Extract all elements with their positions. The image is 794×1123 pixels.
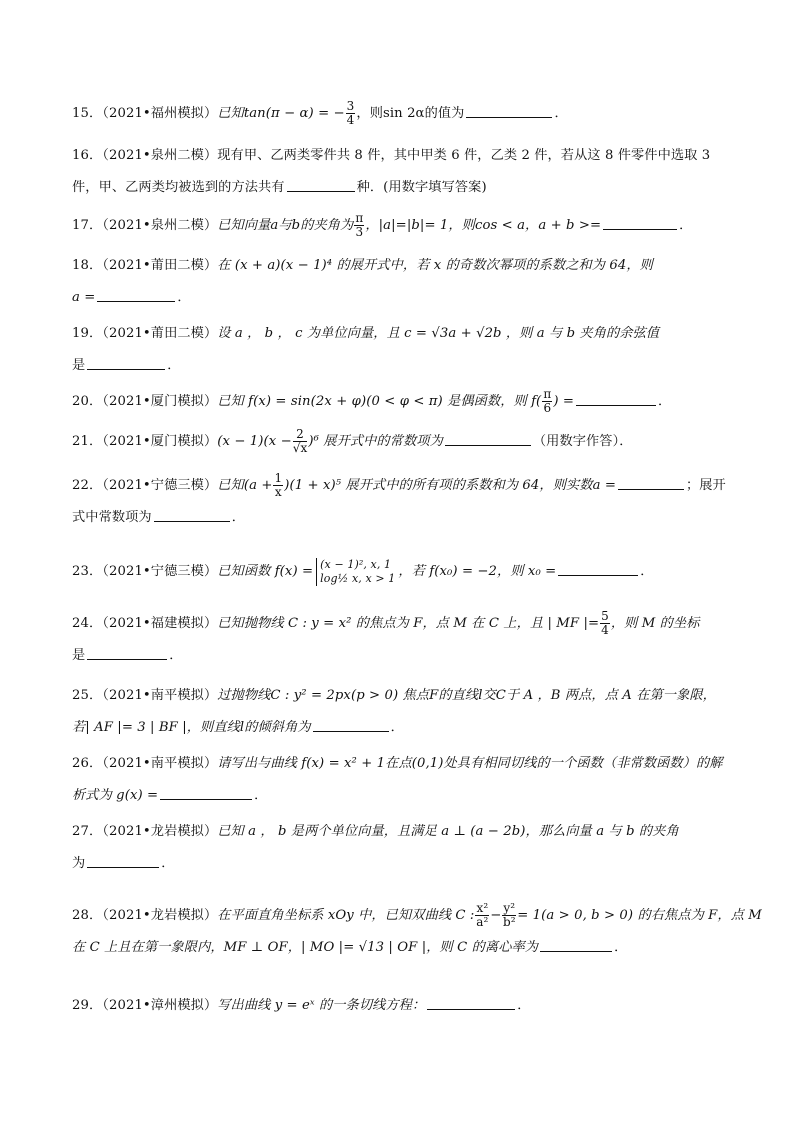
problem-text: (x − 1)(x −	[217, 434, 292, 449]
problem-number: 20．	[72, 394, 103, 409]
problem-20: 20．（2021•厦门模拟）已知 f(x) = sin(2x + φ)(0 < φ < π) 是偶函数，则 f( $\frac{\pi}{6}$ ) = ．	[72, 387, 672, 415]
answer-blank[interactable]	[287, 177, 355, 192]
problem-text: 过抛物线C : y² = 2px(p > 0) 焦点F的直线l交C于 A ，B 两点，点 A 在第一象限，	[217, 688, 716, 703]
answer-blank[interactable]	[445, 431, 531, 446]
problem-25: 25．（2021•南平模拟）过抛物线C : y² = 2px(p > 0) 焦点F的直线l交C于 A ，B 两点，点 A 在第一象限， 若| AF |= 3 | BF |，则直线l的倾斜角为 ．	[72, 688, 716, 735]
problem-source: （2021•福建模拟）	[102, 616, 218, 631]
problem-text: 已知函数 f(x) =	[217, 564, 314, 579]
problem-source: （2021•龙岩模拟）	[102, 824, 218, 839]
problem-number: 19．	[72, 326, 103, 341]
problem-text: 已知(a +	[217, 478, 273, 493]
problem-source: （2021•宁德三模）	[102, 564, 218, 579]
fraction: $\frac{2}{√x}$	[292, 427, 308, 455]
problem-text: 在 (x + a)(x − 1)⁴ 的展开式中，若 x 的奇数次幂项的系数之和为 64，则	[217, 258, 653, 273]
problem-21: 21．（2021•厦门模拟）(x − 1)(x − $\frac{2}{√x}$ )⁶ 展开式中的常数项为 （用数字作答）．	[72, 427, 633, 455]
problem-number: 17．	[72, 218, 103, 233]
answer-blank[interactable]	[603, 215, 677, 230]
problem-text: 请写出与曲线 f(x) = x² + 1在点(0,1)处具有相同切线的一个函数（非常数函数）的解	[217, 756, 723, 771]
problem-28: 28．（2021•龙岩模拟）在平面直角坐标系 xOy 中，已知双曲线 C : $\frac{\text{x²}}{\text{a²}}$ − $\frac{\text{y²}}{\text{b²}}$ = 1(a > 0, b > 0) 的右焦点为 F，点 M 在 C 上且在第一象限内，MF ⊥ OF，| MO |= √13 | OF |，则 C 的离心率为 ．	[72, 901, 762, 955]
problem-number: 18．	[72, 258, 103, 273]
problem-source: （2021•泉州二模）	[102, 148, 218, 163]
problem-27: 27．（2021•龙岩模拟）已知 a ， b 是两个单位向量，且满足 a ⊥ (a − 2b)，那么向量 a 与 b 的夹角 为 ．	[72, 824, 679, 871]
answer-blank[interactable]	[160, 785, 252, 800]
problem-text: 写出曲线 y = eˣ 的一条切线方程：	[217, 998, 426, 1013]
answer-blank[interactable]	[466, 103, 552, 118]
problem-number: 26．	[72, 756, 103, 771]
fraction: $\frac{\text{y²}}{\text{b²}}$	[502, 901, 516, 929]
problem-23: 23．（2021•宁德三模）已知函数 f(x) = (x − 1)², x, 1 log½ x, x > 1 ，若 f(x₀) = −2，则 x₀ = ．	[72, 557, 654, 585]
problem-source: （2021•泉州二模）	[102, 218, 218, 233]
problem-26: 26．（2021•南平模拟）请写出与曲线 f(x) = x² + 1在点(0,1)处具有相同切线的一个函数（非常数函数）的解 析式为 g(x) = ．	[72, 756, 723, 803]
answer-blank[interactable]	[313, 717, 389, 732]
problem-text: 在平面直角坐标系 xOy 中，已知双曲线 C :	[217, 908, 475, 923]
problem-text: 已知tan(π − α) = −	[217, 106, 345, 121]
problem-17: 17．（2021•泉州二模）已知向量a与b的夹角为 $\frac{\pi}{3}$ ，|a|=|b|= 1，则cos < a，a + b >= ．	[72, 211, 693, 239]
problem-number: 15．	[72, 106, 103, 121]
problem-source: （2021•宁德三模）	[102, 478, 218, 493]
problem-source: （2021•莆田二模）	[102, 258, 218, 273]
fraction: $\frac{3}{4}$	[346, 99, 355, 127]
piecewise-function: (x − 1)², x, 1 log½ x, x > 1	[316, 558, 395, 586]
problem-29: 29．（2021•漳州模拟）写出曲线 y = eˣ 的一条切线方程： ．	[72, 990, 724, 1022]
problem-16: 16．（2021•泉州二模）现有甲、乙两类零件共 8 件，其中甲类 6 件，乙类 2 件，若从这 8 件零件中选取 3 件，甲、乙两类均被选到的方法共有 种．(用数字填写答案)	[72, 148, 711, 195]
problem-text: 已知向量a与b的夹角为	[217, 218, 354, 233]
answer-blank[interactable]	[540, 937, 612, 952]
problem-number: 28．	[72, 908, 103, 923]
fraction: $\frac{\pi}{3}$	[355, 211, 364, 239]
answer-blank[interactable]	[97, 287, 175, 302]
fraction: $\frac{5}{4}$	[601, 609, 609, 637]
answer-blank[interactable]	[618, 475, 684, 490]
problem-text: 已知 a ， b 是两个单位向量，且满足 a ⊥ (a − 2b)，那么向量 a 与 b 的夹角	[217, 824, 679, 839]
problem-source: （2021•厦门模拟）	[102, 394, 218, 409]
problem-number: 21．	[72, 434, 103, 449]
problem-22: 22．（2021•宁德三模）已知(a + $\frac{1}{x}$ )(1 + x)⁵ 展开式中的所有项的系数和为 64，则实数a = ；展开 式中常数项为 ．	[72, 471, 726, 525]
problem-source: （2021•莆田二模）	[102, 326, 218, 341]
fraction: $\frac{1}{x}$	[274, 471, 283, 499]
problem-number: 27．	[72, 824, 103, 839]
problem-text: 现有甲、乙两类零件共 8 件，其中甲类 6 件，乙类 2 件，若从这 8 件零件中选取 3	[217, 148, 711, 163]
problem-number: 24．	[72, 616, 103, 631]
problem-number: 16．	[72, 148, 103, 163]
answer-blank[interactable]	[427, 995, 515, 1010]
problem-number: 29．	[72, 998, 103, 1013]
answer-blank[interactable]	[87, 853, 159, 868]
answer-blank[interactable]	[576, 391, 656, 406]
answer-blank[interactable]	[558, 561, 638, 576]
answer-blank[interactable]	[154, 507, 230, 522]
problem-source: （2021•厦门模拟）	[102, 434, 218, 449]
problem-number: 23．	[72, 564, 103, 579]
answer-blank[interactable]	[87, 355, 165, 370]
problem-text: 已知抛物线 C : y = x² 的焦点为 F，点 M 在 C 上，且 | MF |=	[217, 616, 600, 631]
fraction: $\frac{\text{x²}}{\text{a²}}$	[476, 901, 489, 929]
problem-source: （2021•漳州模拟）	[102, 998, 218, 1013]
problem-19: 19．（2021•莆田二模）设 a ， b ， c 为单位向量，且 c = √3a + √2b ，则 a 与 b 夹角的余弦值 是 ．	[72, 326, 660, 373]
fraction: $\frac{\pi}{6}$	[543, 387, 552, 415]
problem-24: 24．（2021•福建模拟）已知抛物线 C : y = x² 的焦点为 F，点 M 在 C 上，且 | MF |= $\frac{5}{4}$ ，则 M 的坐标 是 ．	[72, 609, 700, 663]
answer-blank[interactable]	[87, 645, 167, 660]
problem-text: 设 a ， b ， c 为单位向量，且 c = √3a + √2b ，则 a 与 b 夹角的余弦值	[217, 326, 660, 341]
problem-source: （2021•南平模拟）	[102, 756, 218, 771]
problem-source: （2021•南平模拟）	[102, 688, 218, 703]
problem-number: 25．	[72, 688, 103, 703]
problem-15: 15．（2021•福州模拟）已知tan(π − α) = − $\frac{3}{4}$ ，则sin 2α的值为 ．	[72, 99, 568, 127]
problem-source: （2021•龙岩模拟）	[102, 908, 218, 923]
problem-number: 22．	[72, 478, 103, 493]
problem-text: 已知 f(x) = sin(2x + φ)(0 < φ < π) 是偶函数，则 f(	[217, 394, 542, 409]
problem-source: （2021•福州模拟）	[102, 106, 218, 121]
problem-18: 18．（2021•莆田二模）在 (x + a)(x − 1)⁴ 的展开式中，若 x 的奇数次幂项的系数之和为 64，则 a = ．	[72, 258, 653, 305]
